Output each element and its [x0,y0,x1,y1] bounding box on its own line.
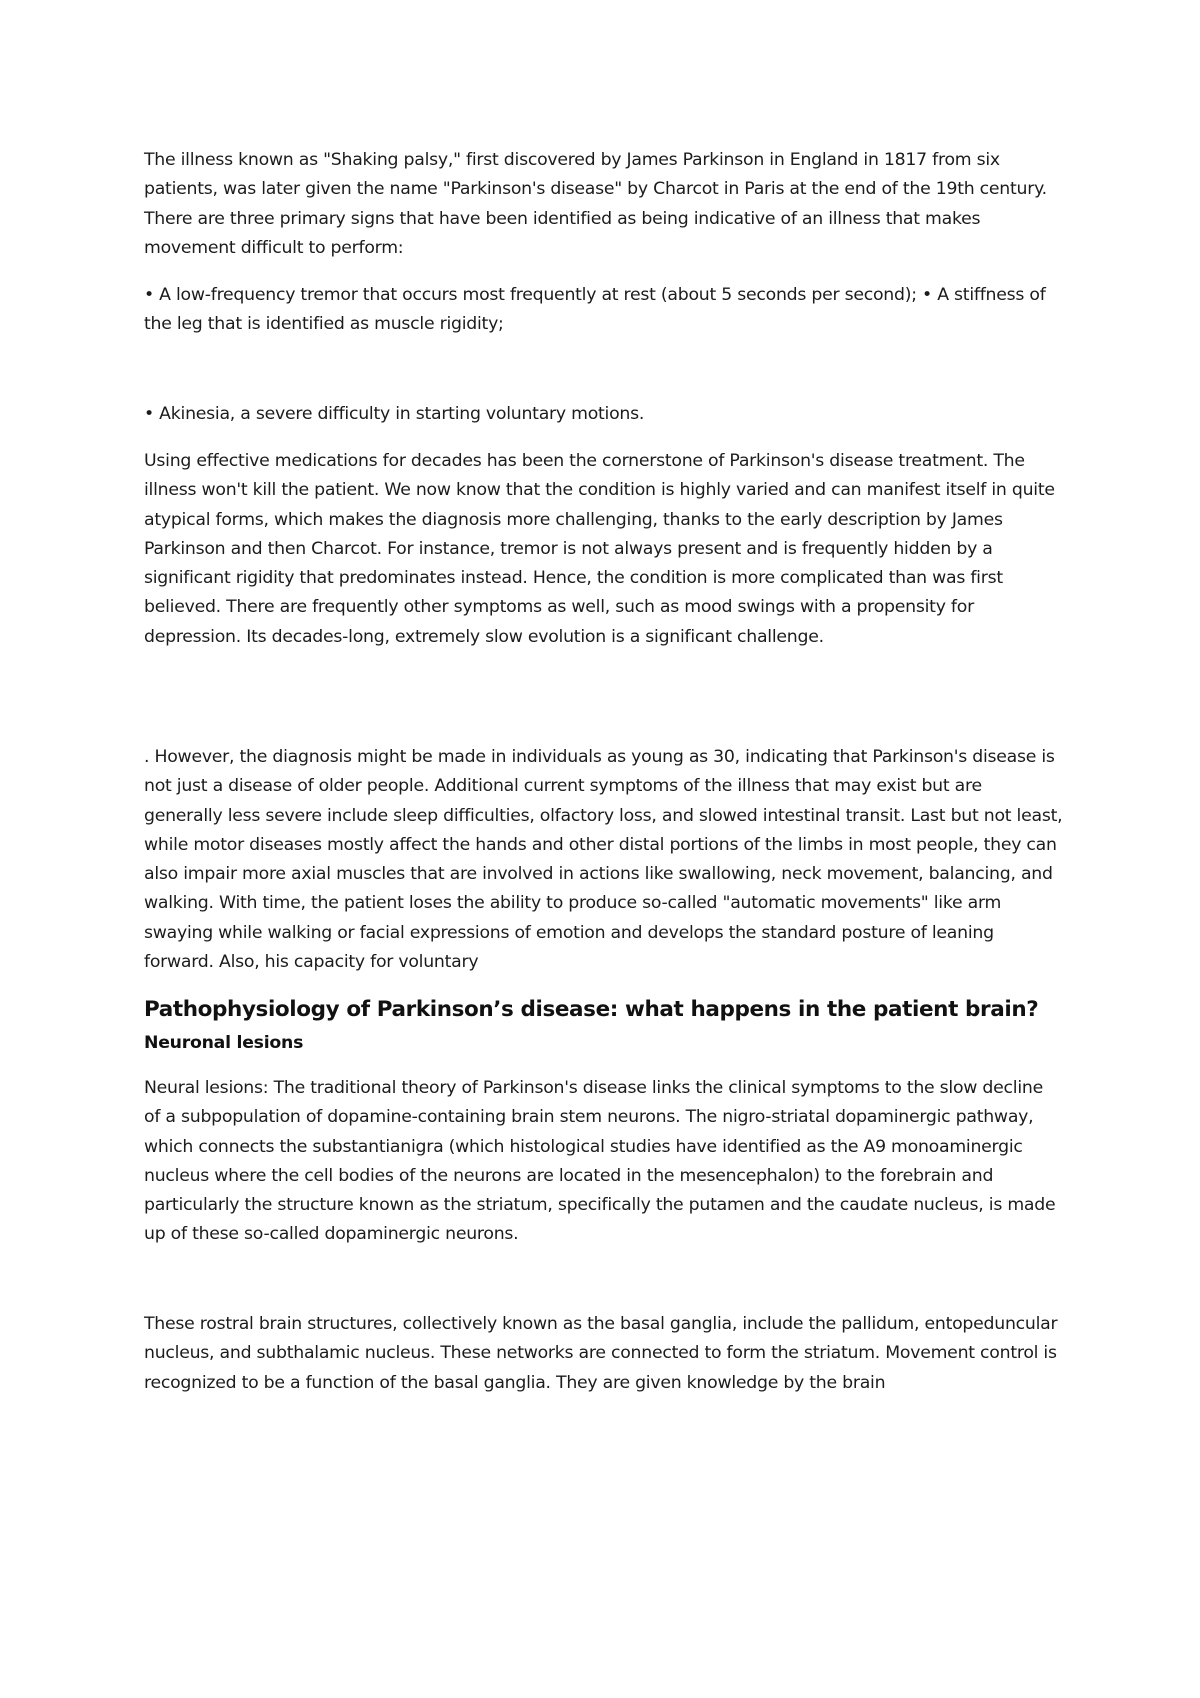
treatment-paragraph: Using effective medications for decades has been the cornerstone of Parkinson's disease treatment. The illness won't kill the patient. We now know that the condition is highly varied and can manifest itself in quite atypical forms, which makes the diagnosis more challenging, thanks to the early description by James Parkinson and then Charcot. For instance, tremor is not always present and is frequently hidden by a significant rigidity that predominates instead. Hence, the condition is more complicated than was first believed. There are frequently other symptoms as well, such as mood swings with a propensity for depression. Its decades-long, extremely slow evolution is a significant challenge. [144,451,1055,647]
subsection-heading: Neuronal lesions [144,1033,304,1053]
lesions-paragraph: Neural lesions: The traditional theory of Parkinson's disease links the clinical symptoms to the slow decline of a subpopulation of dopamine-containing brain stem neurons. The nigro-striatal dopaminergic pathway, which connects the substantianigra (which histological studies have identified as the A9 monoaminergic nucleus where the cell bodies of the neurons are located in the mesencephalon) to the forebrain and particularly the structure known as the striatum, specifically the putamen and the caudate nucleus, is made up of these so-called dopaminergic neurons. [144,1078,1056,1245]
basal-ganglia-paragraph: These rostral brain structures, collectively known as the basal ganglia, include the pallidum, entopeduncular nucleus, and subthalamic nucleus. These networks are connected to form the striatum. Movement control is recognized to be a function of the basal ganglia. They are given knowledge by the brain [144,1314,1058,1393]
intro-paragraph: The illness known as "Shaking palsy," first discovered by James Parkinson in England in 1817 from six patients, was later given the name "Parkinson's disease" by Charcot in Paris at the end of the 19th century. There are three primary signs that have been identified as being indicative of an illness that makes movement difficult to perform: [144,150,1047,258]
bullet-akinesia: • Akinesia, a severe difficulty in starting voluntary motions. [144,404,645,424]
bullet-tremor-rigidity: • A low-frequency tremor that occurs most frequently at rest (about 5 seconds per second); • A stiffness of the leg that is identified as muscle rigidity; [144,285,1046,335]
diagnosis-paragraph: . However, the diagnosis might be made in individuals as young as 30, indicating that Parkinson's disease is not just a disease of older people. Additional current symptoms of the illness that may exist but are generally less severe include sleep difficulties, olfactory loss, and slowed intestinal transit. Last but not least, while motor diseases mostly affect the hands and other distal portions of the limbs in most people, they can also impair more axial muscles that are involved in actions like swallowing, neck movement, balancing, and walking. With time, the patient loses the ability to produce so-called "automatic movements" like arm swaying while walking or facial expressions of emotion and develops the standard posture of leaning forward. Also, his capacity for voluntary [144,747,1063,973]
section-heading: Pathophysiology of Parkinson’s disease: what happens in the patient brain? [144,997,1039,1022]
